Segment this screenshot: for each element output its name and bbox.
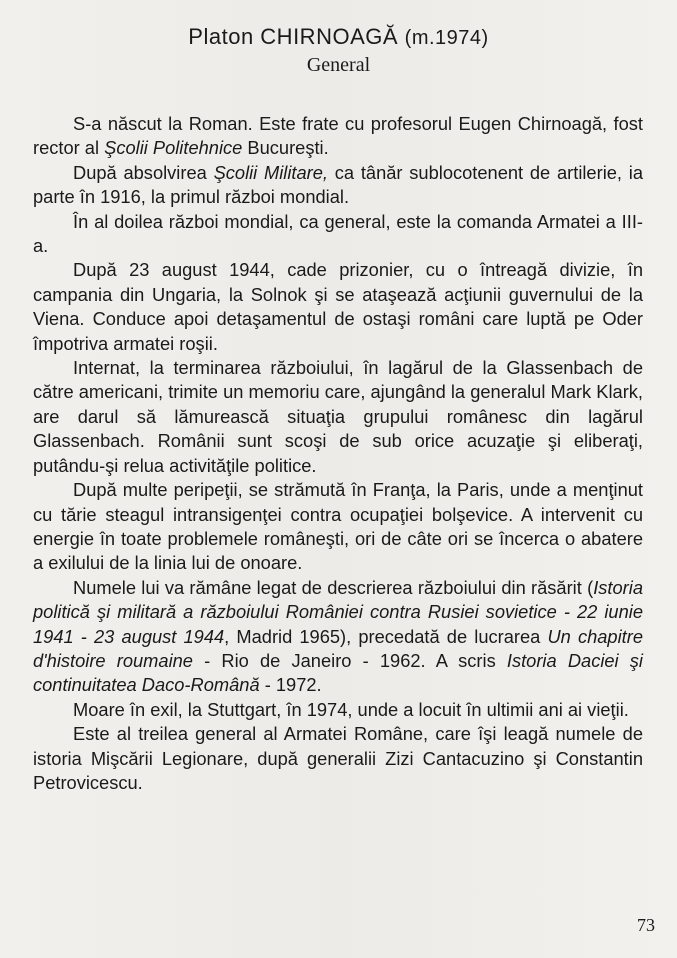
entry-header bbox=[0, 22, 677, 77]
paragraph-internment: Internat, la terminarea războiului, în lagărul de la Glassenbach de către americani, trimite un memoriu care, ajungând la generalul Mark Klark, are darul să lămurească situaţia grupului românesc din lagărul Glassenbach. Românii sunt scoşi de sub orice acuzaţie şi eliberaţi, putându-şi relua activităţile politice. bbox=[33, 357, 643, 476]
paragraph-military-school: După absolvirea Şcolii Militare, ca tânăr sublocotenent de artilerie, ia parte în 1916, la primul război mondial. bbox=[33, 161, 643, 208]
paragraph-legacy: Este al treilea general al Armatei Române, care îşi leagă numele de istoria Mişcării Legionare, după generalii Zizi Cantacuzino şi Constantin Petrovicescu. bbox=[33, 723, 643, 793]
entry-body bbox=[33, 112, 643, 795]
entry-title bbox=[0, 22, 677, 53]
entry-year: (m.1974) bbox=[404, 27, 489, 49]
paragraph-writings: Numele lui va rămâne legat de descrierea războiului din răsărit (Istoria politică şi militară a războiului României contra Rusiei sovietice - 22 iunie 1941 - 23 august 1944, Madrid 1965), precedată de lucrarea Un chapitre d'histoire roumaine - Rio de Janeiro - 1962. A scris Istoria Daciei şi continuitatea Daco-Română - 1972. bbox=[33, 576, 643, 696]
paragraph-prisoner: După 23 august 1944, cade prizonier, cu o întreagă divizie, în campania din Ungaria, la Solnok şi se ataşează acţiunii guvernului de la Viena. Conduce apoi detaşamentul de ostaşi români care luptă pe Oder împotriva armatei roşii. bbox=[33, 259, 643, 354]
entry-role: General bbox=[306, 54, 371, 76]
paragraph-paris: După multe peripeţii, se strămută în Franţa, la Paris, unde a menţinut cu tărie steagul intransigenţei contra ocupaţiei bolşevice. A intervenit cu energie în toate problemele româneşti, ori de câte ori se încerca o abatere a exilului de la linia lui de onoare. bbox=[33, 479, 643, 574]
page-number: 73 bbox=[637, 915, 655, 935]
paragraph-death: Moare în exil, la Stuttgart, în 1974, unde a locuit în ultimii ani ai vieţii. bbox=[73, 698, 629, 720]
entry-name: Platon CHIRNOAGĂ bbox=[188, 24, 399, 49]
paragraph-ww2: În al doilea război mondial, ca general, este la comanda Armatei a III-a. bbox=[33, 210, 643, 257]
paragraph-birth: S-a născut la Roman. Este frate cu profesorul Eugen Chirnoagă, fost rector al Şcolii Politehnice Bucureşti. bbox=[33, 113, 643, 159]
